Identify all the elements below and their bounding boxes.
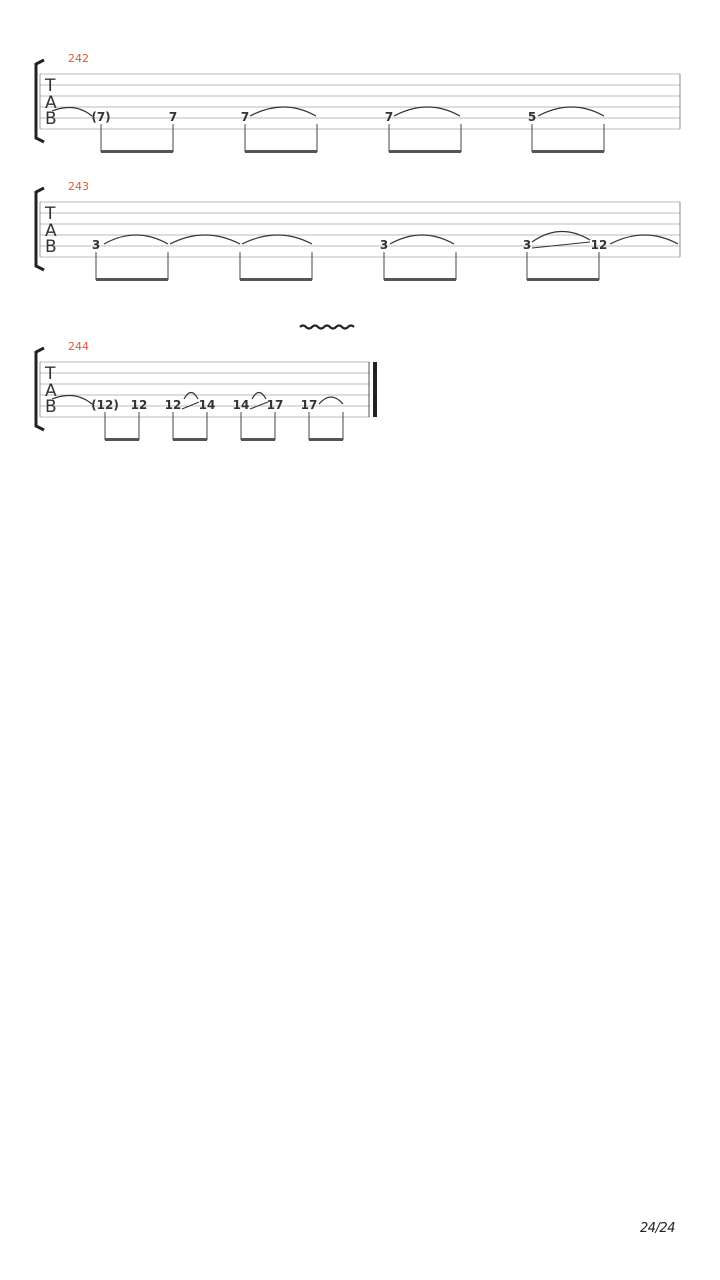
tie: [242, 235, 312, 244]
measure-number: 243: [68, 180, 89, 193]
beams: [101, 124, 604, 153]
fret-number: 3: [91, 238, 101, 252]
fret-number: 12: [164, 398, 182, 412]
tie: [532, 231, 590, 242]
beams: [105, 412, 343, 441]
tie: [250, 107, 316, 116]
tab-letter-b: B: [45, 237, 57, 257]
tab-letter-a: A: [45, 221, 57, 241]
fret-number: 5: [527, 110, 537, 124]
measure-number: 242: [68, 52, 89, 65]
tie: [170, 235, 240, 244]
tie: [252, 393, 266, 400]
tab-letter-t: T: [45, 364, 56, 384]
page-indicator: 24/24: [640, 1221, 675, 1236]
tie: [538, 107, 604, 116]
fret-number: 12: [590, 238, 608, 252]
tie: [319, 397, 343, 404]
fret-number: 17: [266, 398, 284, 412]
staff-lines: [40, 202, 680, 257]
fret-number: 14: [232, 398, 250, 412]
system-242: [36, 52, 680, 153]
fret-number: (12): [91, 398, 119, 412]
fret-number: (7): [91, 110, 111, 124]
vibrato-mark: [300, 326, 354, 329]
system-244: [36, 326, 377, 442]
tab-letter-a: A: [45, 93, 57, 113]
tie: [52, 395, 92, 404]
tie: [610, 235, 678, 244]
tab-letter-b: B: [45, 109, 57, 129]
slide: [532, 242, 590, 248]
beams: [96, 252, 599, 281]
tab-letter-t: T: [45, 204, 56, 224]
tie: [104, 235, 168, 244]
staff-lines: [40, 74, 680, 129]
tie: [394, 107, 460, 116]
tie: [52, 107, 92, 116]
fret-number: 14: [198, 398, 216, 412]
tab-letter-b: B: [45, 397, 57, 417]
fret-number: 12: [130, 398, 148, 412]
fret-number: 3: [522, 238, 532, 252]
tie: [390, 235, 454, 244]
fret-number: 7: [384, 110, 394, 124]
measure-number: 244: [68, 340, 89, 353]
tab-letter-a: A: [45, 381, 57, 401]
tab-letter-t: T: [45, 76, 56, 96]
tie: [184, 393, 198, 400]
fret-number: 7: [240, 110, 250, 124]
fret-number: 17: [300, 398, 318, 412]
fret-number: 7: [168, 110, 178, 124]
final-barline-thick: [373, 362, 377, 417]
system-243: [36, 180, 680, 281]
fret-number: 3: [379, 238, 389, 252]
